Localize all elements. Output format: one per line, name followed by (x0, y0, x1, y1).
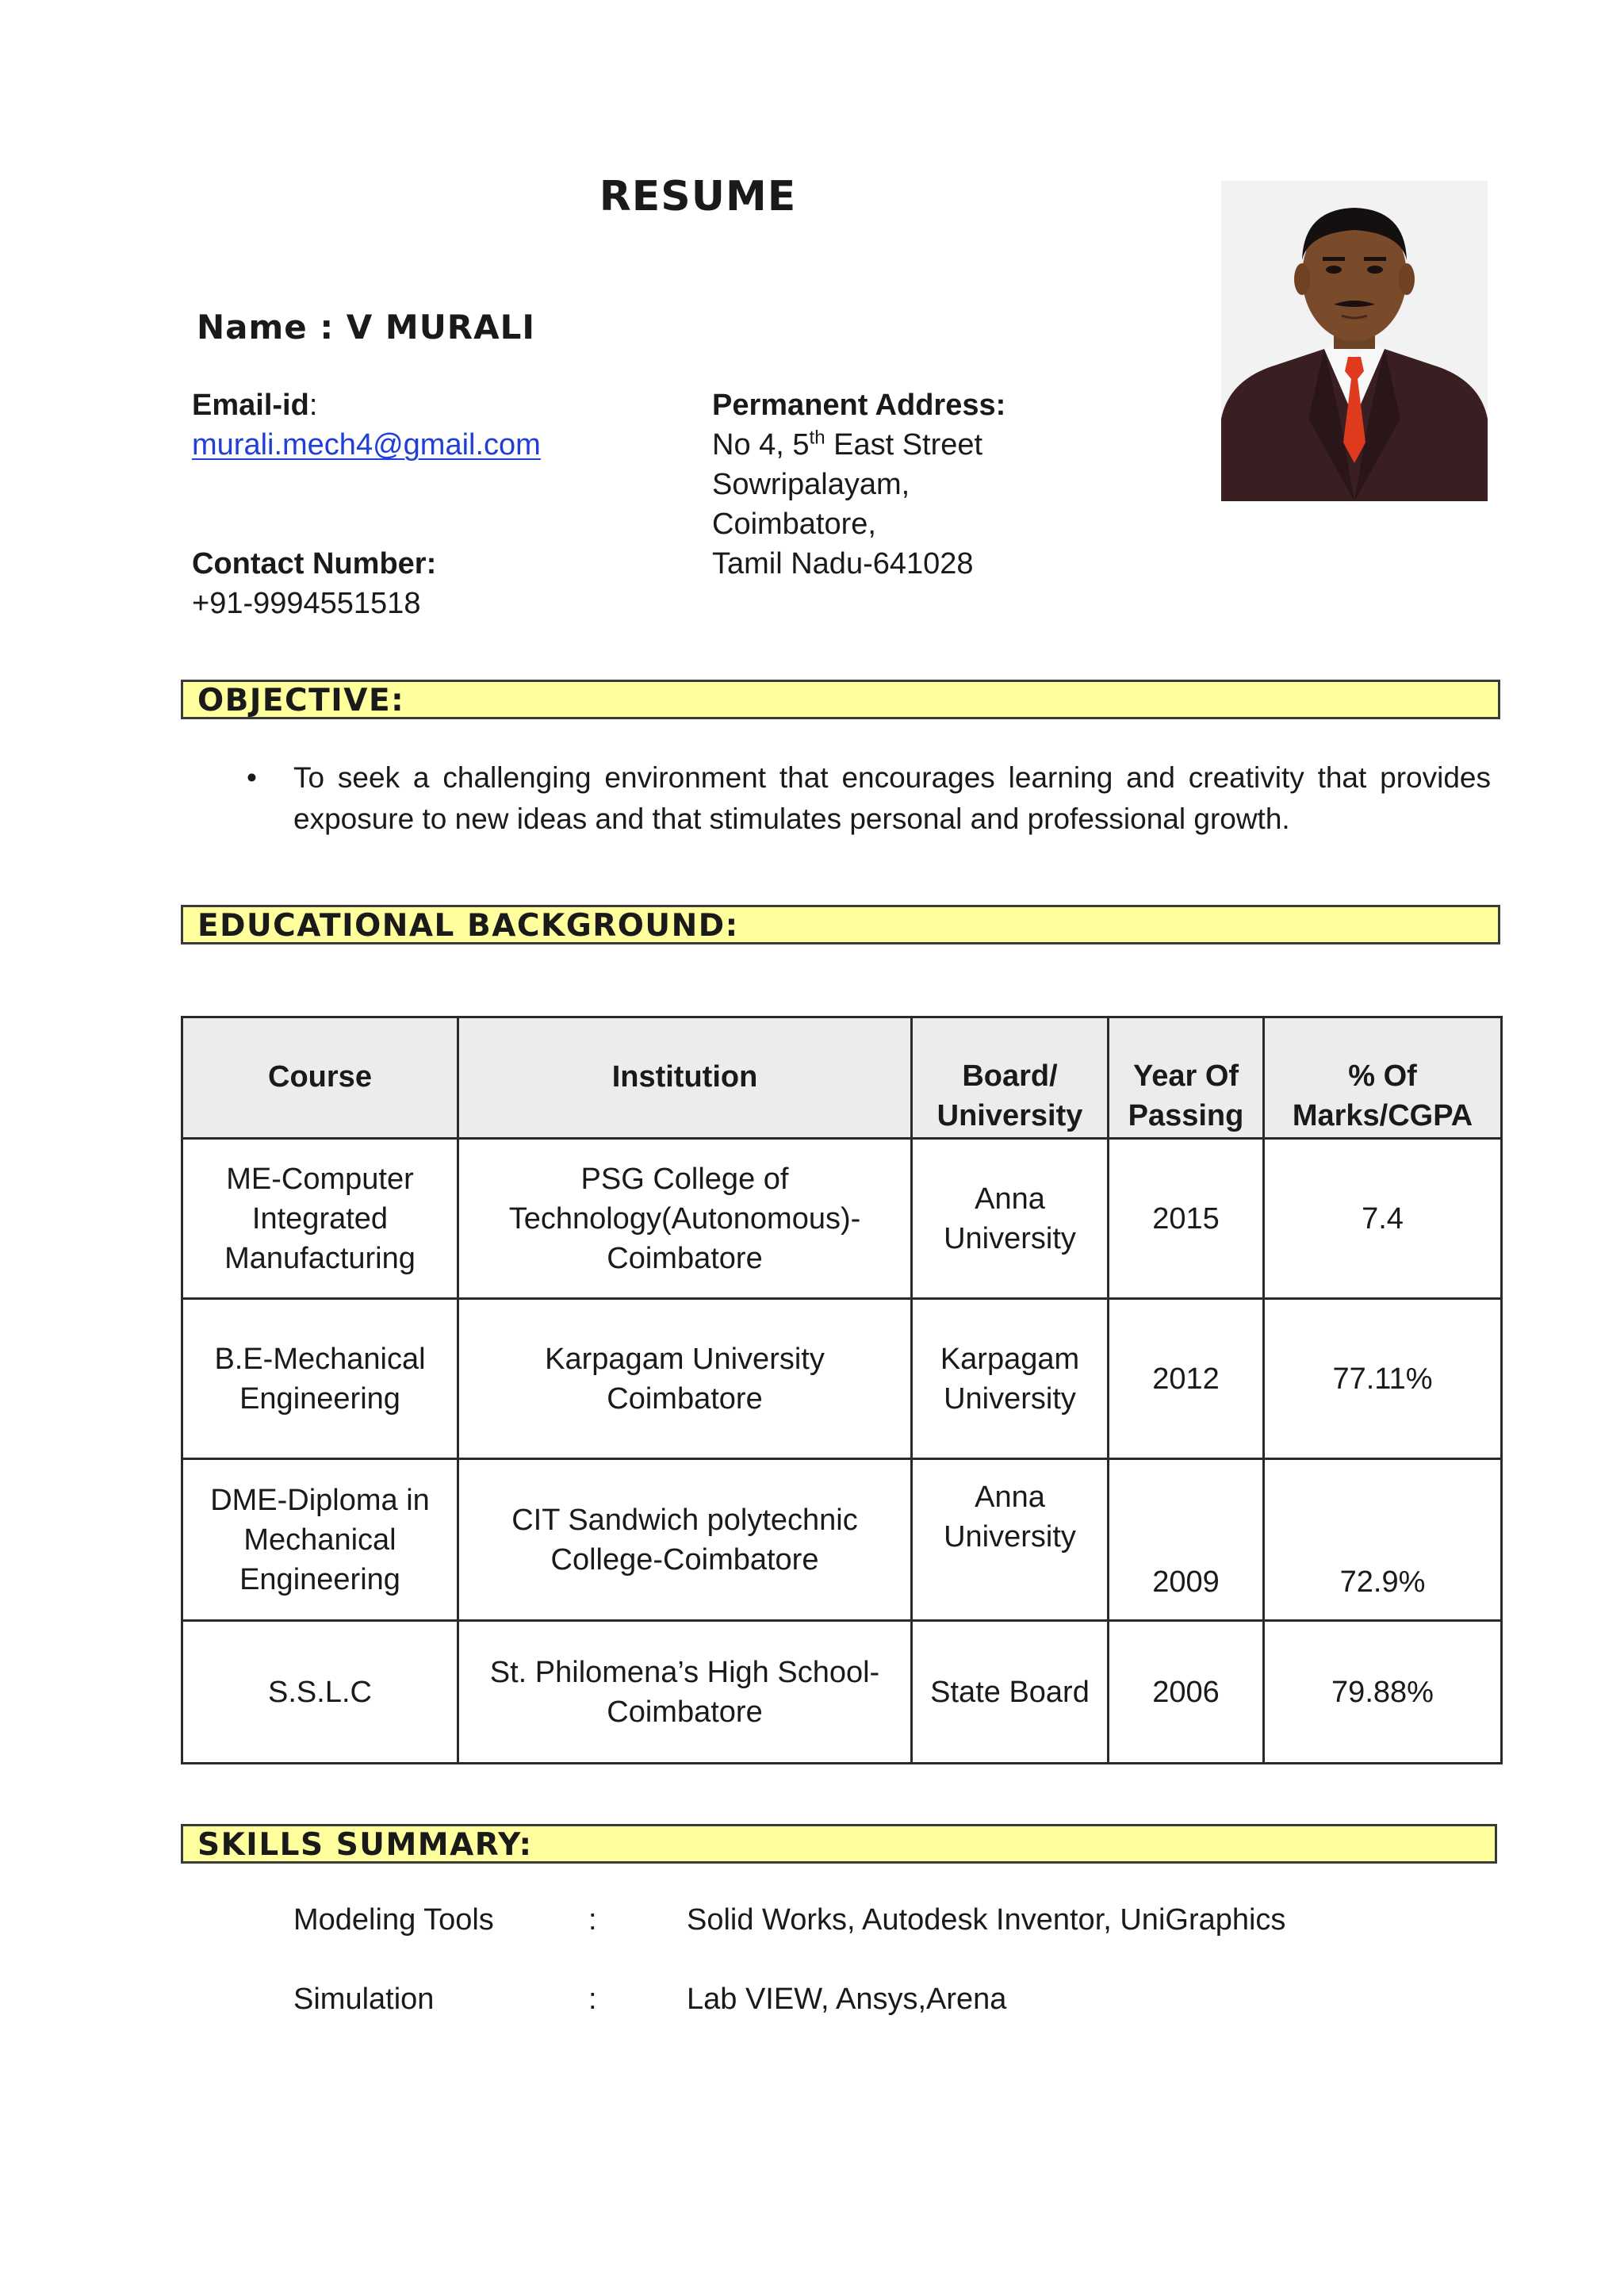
objective-bullet: • (247, 761, 257, 794)
table-cell-marks: 79.88% (1264, 1621, 1502, 1764)
objective-text: To seek a challenging environment that encourages learning and creativity that provides exposure to new ideas and that stimulates personal and professional growth. (293, 761, 1491, 835)
table-cell-marks: 72.9% (1264, 1459, 1502, 1621)
table-header-row (182, 1017, 1502, 1139)
table-cell-marks: 7.4 (1264, 1139, 1502, 1299)
column-header-marks: % Of Marks/CGPA (1264, 1017, 1502, 1139)
column-header-year: Year Of Passing (1109, 1017, 1264, 1139)
table-cell-course: S.S.L.C (182, 1621, 458, 1764)
skill-label-simulation: Simulation (293, 1983, 435, 2016)
table-cell-institution: PSG College of Technology(Autonomous)- Coimbatore (458, 1139, 912, 1299)
address-line-1-suffix: East Street (825, 428, 983, 462)
address-line-1 (712, 425, 982, 465)
contact-number-value: +91-9994551518 (192, 587, 421, 620)
table-cell-board: State Board (912, 1621, 1109, 1764)
email-label: Email-id (192, 389, 309, 422)
column-header-institution: Institution (458, 1017, 912, 1139)
objective-header (181, 680, 1500, 719)
address-line-1-sup: th (809, 427, 825, 449)
table-row (182, 1459, 1502, 1621)
resume-title: RESUME (599, 173, 797, 220)
email-link[interactable]: murali.mech4@gmail.com (192, 428, 541, 462)
profile-photo (1221, 181, 1488, 501)
table-cell-year: 2009 (1109, 1459, 1264, 1621)
table-cell-year: 2012 (1109, 1299, 1264, 1459)
skill-sep-simulation: : (588, 1983, 597, 2016)
table-cell-course: ME-Computer Integrated Manufacturing (182, 1139, 458, 1299)
education-header (181, 905, 1500, 944)
column-header-board: Board/ University (912, 1017, 1109, 1139)
education-table (181, 1016, 1503, 1764)
email-colon: : (308, 389, 318, 422)
candidate-name: Name : V MURALI (197, 308, 536, 347)
skills-header (181, 1824, 1497, 1864)
table-cell-institution: CIT Sandwich polytechnic College-Coimbatore (458, 1459, 912, 1621)
skill-value-modeling: Solid Works, Autodesk Inventor, UniGraphics (687, 1903, 1286, 1937)
table-cell-institution: St. Philomena’s High School- Coimbatore (458, 1621, 912, 1764)
table-cell-board: Anna University (912, 1139, 1109, 1299)
table-cell-institution: Karpagam University Coimbatore (458, 1299, 912, 1459)
table-row (182, 1139, 1502, 1299)
address-line-3: Coimbatore, (712, 508, 876, 541)
table-cell-marks: 77.11% (1264, 1299, 1502, 1459)
table-row (182, 1299, 1502, 1459)
education-heading: EDUCATIONAL BACKGROUND: (197, 908, 739, 944)
table-cell-course: DME-Diploma in Mechanical Engineering (182, 1459, 458, 1621)
table-cell-year: 2006 (1109, 1621, 1264, 1764)
email-value-line (192, 425, 541, 465)
skill-sep-modeling: : (588, 1903, 597, 1937)
table-cell-board: Karpagam University (912, 1299, 1109, 1459)
skill-value-simulation: Lab VIEW, Ansys,Arena (687, 1983, 1007, 2016)
table-cell-year: 2015 (1109, 1139, 1264, 1299)
skills-heading: SKILLS SUMMARY: (197, 1827, 533, 1863)
table-row (182, 1621, 1502, 1764)
address-line-2: Sowripalayam, (712, 468, 910, 501)
objective-heading: OBJECTIVE: (197, 683, 405, 718)
skill-label-modeling: Modeling Tools (293, 1903, 494, 1937)
contact-number-label: Contact Number: (192, 547, 437, 580)
email-label-line (192, 385, 317, 425)
profile-photo-illustration (1221, 181, 1488, 501)
address-line-4: Tamil Nadu-641028 (712, 547, 974, 580)
table-cell-course: B.E-Mechanical Engineering (182, 1299, 458, 1459)
column-header-course: Course (182, 1017, 458, 1139)
address-line-1-prefix: No 4, 5 (712, 428, 810, 462)
address-label: Permanent Address: (712, 389, 1006, 422)
table-cell-board: Anna University (912, 1459, 1109, 1621)
